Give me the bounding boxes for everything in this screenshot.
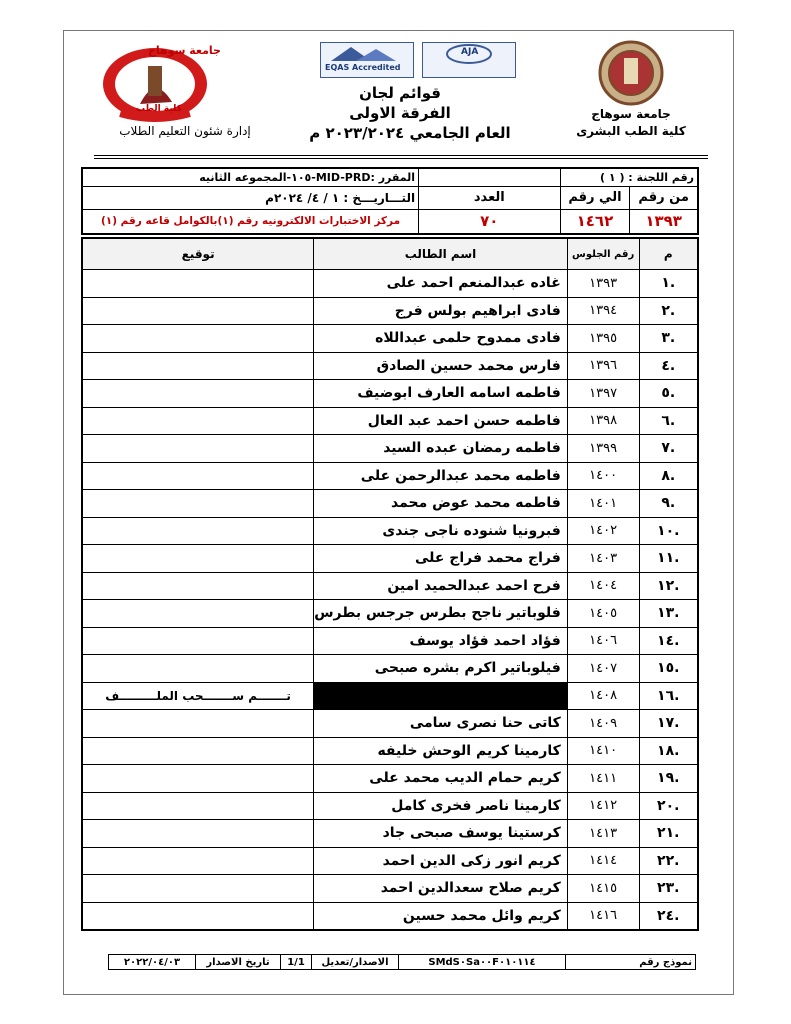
accreditation-logos (320, 42, 516, 80)
row-index: .٥ (639, 380, 698, 408)
to-value: ١٤٦٢ (560, 209, 630, 234)
row-index: .١٧ (639, 710, 698, 738)
seat-number: ١٤٠٦ (567, 627, 639, 655)
header-signature: توقيع (82, 238, 314, 270)
year-group: الفرقة الاولى (349, 104, 451, 122)
row-index: .٢ (639, 297, 698, 325)
row-index: .١٥ (639, 655, 698, 683)
logo-text: جامعة سوهاج (148, 44, 221, 57)
table-row (82, 572, 698, 600)
aja-logo: AJA (422, 42, 516, 78)
header-seat: رقم الجلوس (567, 238, 639, 270)
signature-cell (82, 875, 314, 903)
row-index: .٦ (639, 407, 698, 435)
student-name: غاده عبدالمنعم احمد على (314, 270, 568, 298)
seat-number: ١٣٩٨ (567, 407, 639, 435)
doc-title: قوائم لجان (359, 84, 441, 102)
form-code: SMdS٠Sa٠٠F٠١٠١١٤ (399, 955, 566, 970)
row-index: .٢١ (639, 820, 698, 848)
table-row (82, 517, 698, 545)
seat-number: ١٤١٠ (567, 737, 639, 765)
student-name: فاطمه اسامه العارف ابوضيف (314, 380, 568, 408)
seat-number: ١٣٩٧ (567, 380, 639, 408)
student-name: فاطمه حسن احمد عبد العال (314, 407, 568, 435)
to-label: الي رقم (560, 187, 630, 210)
signature-cell (82, 490, 314, 518)
table-row (82, 655, 698, 683)
committee-label: رقم اللجنة : ( ١ ) (560, 168, 698, 187)
student-name: كريم حمام الديب محمد على (314, 765, 568, 793)
from-value: ١٣٩٣ (630, 209, 698, 234)
count-value: ٧٠ (419, 209, 560, 234)
student-name: فرح احمد عبدالحميد امين (314, 572, 568, 600)
student-name: كارمينا كريم الوحش خليفه (314, 737, 568, 765)
student-name: فؤاد احمد فؤاد يوسف (314, 627, 568, 655)
student-name: كريم وائل محمد حسين (314, 902, 568, 930)
seat-number: ١٤٠٣ (567, 545, 639, 573)
university-name: جامعة سوهاج (591, 107, 671, 121)
student-name: كريم انور زكى الدين احمد (314, 847, 568, 875)
student-name: فادى ابراهيم بولس فرج (314, 297, 568, 325)
seat-number: ١٣٩٣ (567, 270, 639, 298)
signature-cell (82, 710, 314, 738)
committee-info (81, 167, 699, 235)
student-name: فارس محمد حسين الصادق (314, 352, 568, 380)
seat-number: ١٤١٣ (567, 820, 639, 848)
count-label: العدد (419, 187, 560, 210)
table-row (82, 902, 698, 930)
student-name: فيلوباتير اكرم بشره صبحى (314, 655, 568, 683)
student-name: كاتى حنا نصرى سامى (314, 710, 568, 738)
seat-number: ١٣٩٦ (567, 352, 639, 380)
seat-number: ١٤١٢ (567, 792, 639, 820)
seat-number: ١٤١١ (567, 765, 639, 793)
student-name: فراج محمد فراج على (314, 545, 568, 573)
row-index: .٢٢ (639, 847, 698, 875)
signature-cell (82, 902, 314, 930)
signature-cell (82, 600, 314, 628)
table-row (82, 435, 698, 463)
row-index: .١١ (639, 545, 698, 573)
edition-value: 1/1 (281, 955, 312, 970)
signature-cell (82, 380, 314, 408)
row-index: .٢٤ (639, 902, 698, 930)
table-row (82, 297, 698, 325)
redacted-name (314, 682, 568, 710)
table-row (82, 545, 698, 573)
student-name: فلوباتير ناجح بطرس جرجس بطرس (314, 600, 568, 628)
table-row (82, 407, 698, 435)
row-index: .٢٣ (639, 875, 698, 903)
signature-cell: تـــــــم ســـــــحب الملـــــــــف (82, 682, 314, 710)
signature-cell (82, 545, 314, 573)
university-seal-logo (598, 40, 664, 106)
signature-cell (82, 847, 314, 875)
table-row (82, 710, 698, 738)
table-row (82, 792, 698, 820)
student-name: فاطمه محمد عبدالرحمن على (314, 462, 568, 490)
table-row (82, 765, 698, 793)
student-name: فاطمه رمضان عبده السيد (314, 435, 568, 463)
row-index: .١٨ (639, 737, 698, 765)
signature-cell (82, 572, 314, 600)
seat-number: ١٤١٦ (567, 902, 639, 930)
signature-cell (82, 627, 314, 655)
table-header-row (82, 238, 698, 270)
seat-number: ١٣٩٤ (567, 297, 639, 325)
student-name: كرستينا يوسف صبحى جاد (314, 820, 568, 848)
seat-number: ١٤٠٧ (567, 655, 639, 683)
seat-number: ١٤٠٢ (567, 517, 639, 545)
edition-label: الاصدار/تعديل (312, 955, 399, 970)
eqas-logo: EQAS Accredited (320, 42, 414, 78)
table-row (82, 462, 698, 490)
row-index: .١٠ (639, 517, 698, 545)
student-name: فاطمه محمد عوض محمد (314, 490, 568, 518)
students-table (81, 237, 699, 931)
seat-number: ١٤٠١ (567, 490, 639, 518)
department-name: إدارة شئون التعليم الطلاب (119, 124, 251, 138)
seat-number: ١٣٩٩ (567, 435, 639, 463)
table-row (82, 627, 698, 655)
student-name: فبرونيا شنوده ناجى جندى (314, 517, 568, 545)
issue-date-label: تاريخ الاصدار (196, 955, 281, 970)
row-index: .٢٠ (639, 792, 698, 820)
signature-cell (82, 297, 314, 325)
seat-number: ١٤٠٤ (567, 572, 639, 600)
signature-cell (82, 270, 314, 298)
seat-number: ١٤٠٩ (567, 710, 639, 738)
table-row (82, 847, 698, 875)
signature-cell (82, 792, 314, 820)
table-row (82, 325, 698, 353)
row-index: .١٣ (639, 600, 698, 628)
row-index: .٧ (639, 435, 698, 463)
header-divider (94, 155, 708, 156)
signature-cell (82, 820, 314, 848)
from-label: من رقم (630, 187, 698, 210)
table-row (82, 380, 698, 408)
academic-year: العام الجامعي ٢٠٢٣/٢٠٢٤ م (309, 124, 511, 142)
location-label: مركز الاختبارات الالكترونيه رقم (١)بالكوامل قاعه رقم (١) (82, 209, 419, 234)
logo-subtext: كلية الطب (136, 104, 182, 114)
signature-cell (82, 655, 314, 683)
row-index: .٣ (639, 325, 698, 353)
header-name: اسم الطالب (314, 238, 568, 270)
form-label: نموذج رقم (639, 956, 692, 968)
signature-cell (82, 435, 314, 463)
table-row (82, 737, 698, 765)
signature-cell (82, 407, 314, 435)
seat-number: ١٤٠٨ (567, 682, 639, 710)
student-name: فادى ممدوح حلمى عبداللاه (314, 325, 568, 353)
row-index: .١٢ (639, 572, 698, 600)
seat-number: ١٤٠٥ (567, 600, 639, 628)
signature-cell (82, 517, 314, 545)
form-footer (108, 954, 696, 970)
table-row (82, 682, 698, 710)
signature-cell (82, 325, 314, 353)
signature-cell (82, 462, 314, 490)
seat-number: ١٣٩٥ (567, 325, 639, 353)
seat-number: ١٤٠٠ (567, 462, 639, 490)
table-row (82, 820, 698, 848)
faculty-logo (100, 44, 221, 122)
table-row (82, 600, 698, 628)
seat-number: ١٤١٥ (567, 875, 639, 903)
date-label: التـــاريـــخ : ١ / ٤/ ٢٠٢٤م (82, 187, 419, 210)
student-name: كارمينا ناصر فخرى كامل (314, 792, 568, 820)
row-index: .١ (639, 270, 698, 298)
signature-cell (82, 737, 314, 765)
issue-date-value: ٢٠٢٢/٠٤/٠٣ (109, 955, 196, 970)
header-divider-2 (94, 158, 708, 159)
row-index: .١٦ (639, 682, 698, 710)
row-index: .١٩ (639, 765, 698, 793)
table-row (82, 875, 698, 903)
table-row (82, 352, 698, 380)
table-row (82, 490, 698, 518)
row-index: .٨ (639, 462, 698, 490)
student-name: كريم صلاح سعدالدين احمد (314, 875, 568, 903)
table-row (82, 270, 698, 298)
signature-cell (82, 765, 314, 793)
row-index: .١٤ (639, 627, 698, 655)
header-index: م (639, 238, 698, 270)
seat-number: ١٤١٤ (567, 847, 639, 875)
faculty-name: كلية الطب البشرى (576, 124, 686, 138)
course-label: المقرر :MID-PRD-١٠٥-المجموعه الثانيه (82, 168, 419, 187)
row-index: .٩ (639, 490, 698, 518)
signature-cell (82, 352, 314, 380)
row-index: .٤ (639, 352, 698, 380)
